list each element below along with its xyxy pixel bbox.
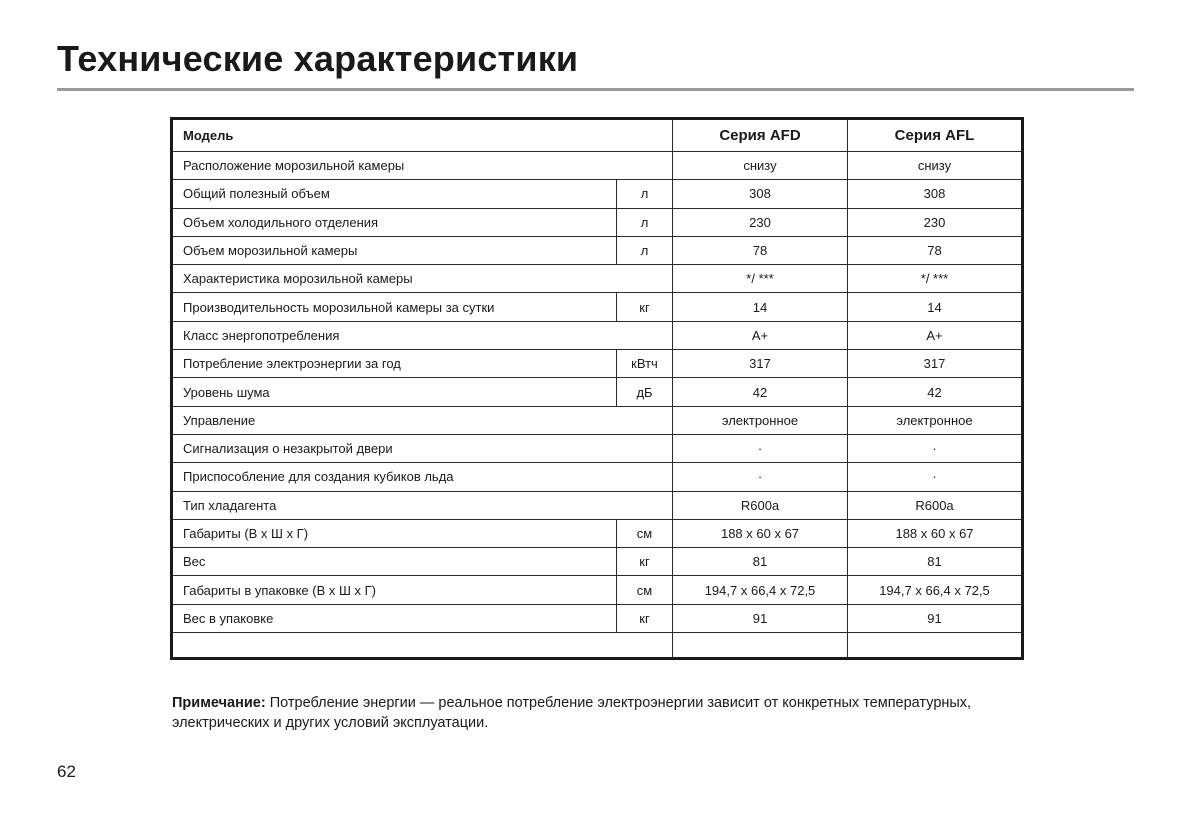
table-row <box>172 604 1023 632</box>
header-model: Модель <box>172 119 673 152</box>
table-row <box>172 180 1023 208</box>
spec-value-afl-cell: снизу <box>848 152 1023 180</box>
table-row <box>172 208 1023 236</box>
spec-name-cell: Общий полезный объем <box>172 180 617 208</box>
spec-name-cell: Габариты в упаковке (В х Ш х Г) <box>172 576 617 604</box>
spec-name-cell: Вес <box>172 548 617 576</box>
spec-value-afl-cell: 78 <box>848 236 1023 264</box>
spec-name-cell: Приспособление для создания кубиков льда <box>172 463 673 491</box>
spec-unit-cell: кг <box>617 548 673 576</box>
spec-value-afd-cell: 317 <box>673 350 848 378</box>
spec-value-afl-cell: электронное <box>848 406 1023 434</box>
spec-unit-cell: л <box>617 208 673 236</box>
spec-name-cell: Расположение морозильной камеры <box>172 152 673 180</box>
spec-value-afd-cell: */ *** <box>673 265 848 293</box>
table-row <box>172 576 1023 604</box>
spec-value-afl-cell: 14 <box>848 293 1023 321</box>
page-title: Технические характеристики <box>57 38 579 79</box>
note-text: Потребление энергии — реальное потребление электроэнергии зависит от конкретных температурных, электрических и других условий эксплуатации. <box>172 695 972 731</box>
spec-value-afd-cell: 81 <box>673 548 848 576</box>
spec-value-afd-cell: 308 <box>673 180 848 208</box>
spec-value-afd-cell: 230 <box>673 208 848 236</box>
table-row <box>172 519 1023 547</box>
table-body <box>172 152 1023 659</box>
spec-value-afl-cell: R600a <box>848 491 1023 519</box>
table-row <box>172 350 1023 378</box>
spec-unit-cell: кг <box>617 293 673 321</box>
spec-value-afl-cell: 317 <box>848 350 1023 378</box>
spec-value-afd-cell: R600a <box>673 491 848 519</box>
table-row <box>172 236 1023 264</box>
blank-cell <box>848 633 1023 659</box>
spec-value-afd-cell: · <box>673 434 848 462</box>
spec-value-afd-cell: 188 х 60 х 67 <box>673 519 848 547</box>
spec-name-cell: Тип хладагента <box>172 491 673 519</box>
spec-value-afd-cell: 42 <box>673 378 848 406</box>
spec-value-afl-cell: 230 <box>848 208 1023 236</box>
spec-value-afl-cell: 91 <box>848 604 1023 632</box>
spec-value-afd-cell: 91 <box>673 604 848 632</box>
spec-value-afd-cell: снизу <box>673 152 848 180</box>
spec-value-afl-cell: 188 х 60 х 67 <box>848 519 1023 547</box>
spec-unit-cell: л <box>617 236 673 264</box>
specifications-table <box>170 117 1024 660</box>
spec-name-cell: Вес в упаковке <box>172 604 617 632</box>
spec-name-cell: Объем холодильного отделения <box>172 208 617 236</box>
spec-value-afd-cell: A+ <box>673 321 848 349</box>
spec-value-afl-cell: 194,7 х 66,4 х 72,5 <box>848 576 1023 604</box>
table-row <box>172 463 1023 491</box>
spec-value-afd-cell: электронное <box>673 406 848 434</box>
table-row <box>172 321 1023 349</box>
table-row <box>172 406 1023 434</box>
spec-name-cell: Сигнализация о незакрытой двери <box>172 434 673 462</box>
header-series-afl: Серия AFL <box>848 119 1023 152</box>
spec-value-afd-cell: · <box>673 463 848 491</box>
spec-unit-cell: кг <box>617 604 673 632</box>
table-row <box>172 434 1023 462</box>
spec-unit-cell: л <box>617 180 673 208</box>
title-divider <box>57 88 1134 91</box>
spec-value-afl-cell: A+ <box>848 321 1023 349</box>
blank-cell <box>172 633 673 659</box>
spec-unit-cell: дБ <box>617 378 673 406</box>
spec-value-afl-cell: 81 <box>848 548 1023 576</box>
spec-name-cell: Уровень шума <box>172 378 617 406</box>
spec-value-afd-cell: 78 <box>673 236 848 264</box>
spec-name-cell: Производительность морозильной камеры за сутки <box>172 293 617 321</box>
spec-unit-cell: см <box>617 519 673 547</box>
spec-value-afl-cell: 308 <box>848 180 1023 208</box>
table-header-row <box>172 119 1023 152</box>
table-row <box>172 491 1023 519</box>
spec-name-cell: Габариты (В х Ш х Г) <box>172 519 617 547</box>
spec-unit-cell: кВтч <box>617 350 673 378</box>
table-row <box>172 293 1023 321</box>
spec-name-cell: Управление <box>172 406 673 434</box>
spec-name-cell: Класс энергопотребления <box>172 321 673 349</box>
note <box>172 693 992 733</box>
page-number: 62 <box>57 762 76 781</box>
header-series-afd: Серия AFD <box>673 119 848 152</box>
spec-value-afl-cell: · <box>848 463 1023 491</box>
spec-value-afl-cell: 42 <box>848 378 1023 406</box>
table-row <box>172 548 1023 576</box>
spec-unit-cell: см <box>617 576 673 604</box>
spec-value-afd-cell: 14 <box>673 293 848 321</box>
spec-name-cell: Характеристика морозильной камеры <box>172 265 673 293</box>
note-label: Примечание: <box>172 695 266 711</box>
blank-cell <box>673 633 848 659</box>
spec-name-cell: Объем морозильной камеры <box>172 236 617 264</box>
spec-value-afl-cell: */ *** <box>848 265 1023 293</box>
spec-name-cell: Потребление электроэнергии за год <box>172 350 617 378</box>
spec-value-afd-cell: 194,7 х 66,4 х 72,5 <box>673 576 848 604</box>
spec-value-afl-cell: · <box>848 434 1023 462</box>
table-row <box>172 152 1023 180</box>
table-row <box>172 378 1023 406</box>
table-blank-row <box>172 633 1023 659</box>
table-row <box>172 265 1023 293</box>
